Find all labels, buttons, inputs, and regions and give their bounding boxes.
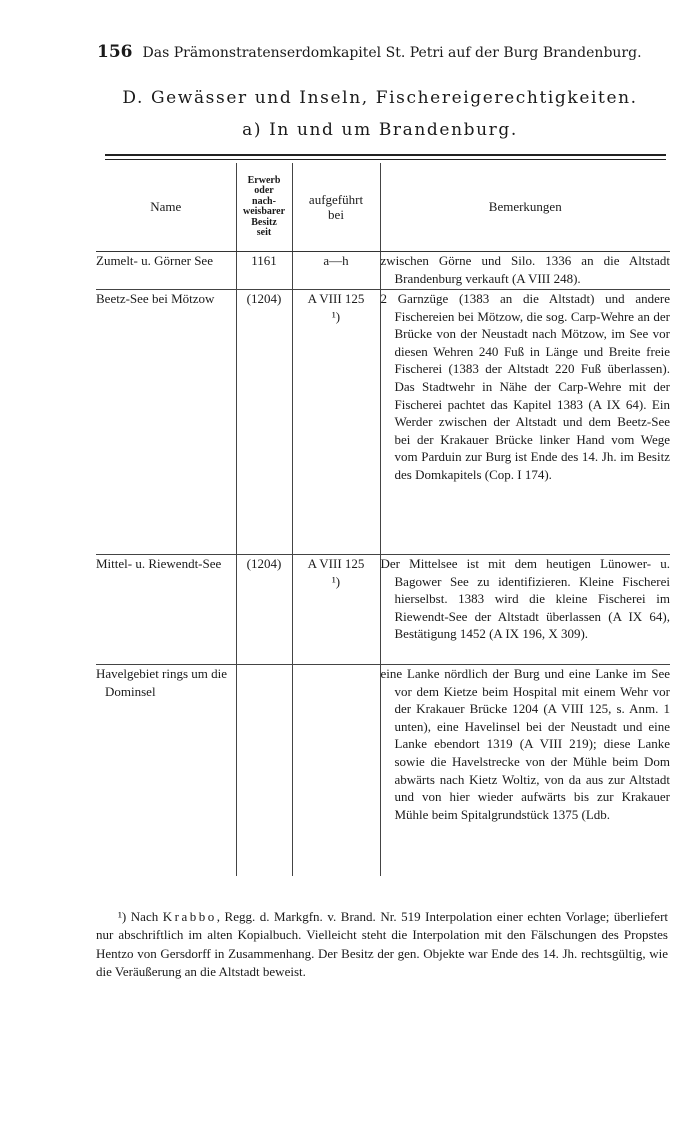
section-title: D. Gewässer und Inseln, Fischereigerechtigkeiten. [122, 88, 638, 108]
row-name: Havelgebiet rings um die Dominsel [96, 666, 228, 699]
cell-year [236, 665, 292, 877]
cell-year: 1161 [236, 252, 292, 290]
cell-reference [292, 252, 380, 290]
cell-year: (1204) [236, 290, 292, 555]
footnote-marker: ¹) [118, 909, 127, 924]
header-acquisition-line: oder [254, 185, 274, 196]
row-remarks: 2 Garnzüge (1383 an die Altstadt) und andere Fischereien bei Mötzow, die sog. Carp-Wehre an der Brücke von der Neustadt nach Mötzow, im See vor diesen Wehren 240 Fuß in Länge und Breite freie Fischerei (1383 der Altstadt 220 Fuß überlassen). Das Stadtwehr in Nähe der Carp-Wehre mit der Fischerei pachtet das Kapitel 1383 (A IX 64). Ein Werder zwischen der Altstadt und dem Beetz-See bei der Krakauer Brücke linker Hand vom Wege vom Parduin zur Burg ist Ende des 14. Jh. im Besitz des Domkapitels (Cop. I 174). [380, 291, 670, 482]
footnote-lead: Nach [130, 909, 159, 924]
row-reference: a—h [323, 253, 349, 268]
header-listed-line: aufgeführt [308, 192, 364, 207]
header-remarks: Bemerkungen [380, 163, 670, 252]
table-top-rule-thin [105, 159, 666, 160]
row-reference-note: ¹) [331, 573, 341, 589]
cell-name [96, 290, 236, 555]
row-name: Zumelt- u. Görner See [96, 253, 213, 268]
table-top-rule-thick [105, 154, 666, 156]
row-reference: A VIII 125 [307, 556, 365, 571]
cell-remarks [380, 252, 670, 290]
cell-reference [292, 290, 380, 555]
header-acquisition-line: Erwerb [247, 174, 281, 186]
header-acquisition-line: weisbarer [242, 206, 286, 217]
cell-year: (1204) [236, 555, 292, 665]
cell-name [96, 252, 236, 290]
table-row [96, 665, 670, 877]
row-reference-note: ¹) [331, 308, 341, 324]
header-listed-line: bei [328, 207, 344, 222]
running-header [97, 42, 657, 62]
page-number: 156 [97, 42, 133, 62]
cell-reference [292, 665, 380, 877]
header-acquisition-line: Besitz [251, 216, 277, 228]
header-name: Name [96, 163, 236, 252]
row-remarks: zwischen Görne und Silo. 1336 an die Altstadt Brandenburg verkauft (A VIII 248). [380, 253, 670, 286]
section-subtitle: a) In und um Brandenburg. [242, 120, 518, 140]
cell-remarks [380, 555, 670, 665]
footnote-text: , Regg. d. Markgfn. v. Brand. Nr. 519 Interpolation einer echten Vorlage; überliefert nur abschriftlich im alten Kopialbuch. Vielleicht steht die Interpolation mit den Fälschungen des Propstes Hentzo von Gersdorff in Zusammenhang. Der Besitz der gen. Objekte war Ende des 14. Jh. rechtsgültig, wie die Veräußerung an die Altstadt beweist. [96, 909, 669, 980]
cell-reference [292, 555, 380, 665]
row-name: Mittel- u. Riewendt-See [96, 556, 222, 571]
cell-remarks [380, 665, 670, 877]
footnote [96, 908, 668, 982]
running-title: Das Prämonstratenserdomkapitel St. Petri auf der Burg Brandenburg. [142, 45, 642, 61]
footnote-author: Krabbo [162, 909, 217, 924]
row-remarks: Der Mittelsee ist mit dem heutigen Lünower- u. Bagower See zu identifizieren. Kleine Fischerei hierselbst. 1383 wird die kleine Fischerei im Riewendt-See der Altstadt überlassen (A IX 64), Bestätigung 1452 (A IX 196, X 309). [380, 556, 670, 642]
header-acquisition [236, 163, 292, 252]
cell-name [96, 555, 236, 665]
cell-name [96, 665, 236, 877]
header-listed [292, 163, 380, 252]
table-row [96, 252, 670, 290]
row-name: Beetz-See bei Mötzow [96, 291, 215, 306]
cell-remarks [380, 290, 670, 555]
row-reference: A VIII 125 [307, 291, 365, 306]
row-remarks: eine Lanke nördlich der Burg und eine Lanke im See vor dem Kietze beim Hospital mit einem Wehr vor der Krakauer Brücke 1204 (A VIII 125, s. Anm. 1 unten), eine Havelinsel bei der Neustadt und eine Lanke ebendort 1319 (A VIII 219); diese Lanke sowie die Havelstrecke von der Mühle beim Dom abwärts nach Kietz Woltiz, von da aus zur Altstadt und von hier wieder aufwärts bis zur Krakauer Mühle beim Spitalgrundstück 1375 (Ldb. [380, 666, 670, 822]
table-header-row [96, 163, 670, 252]
waters-table [96, 163, 670, 876]
header-acquisition-line: nach- [252, 195, 276, 207]
header-acquisition-line: seit [256, 227, 272, 238]
table-row [96, 555, 670, 665]
table-row [96, 290, 670, 555]
